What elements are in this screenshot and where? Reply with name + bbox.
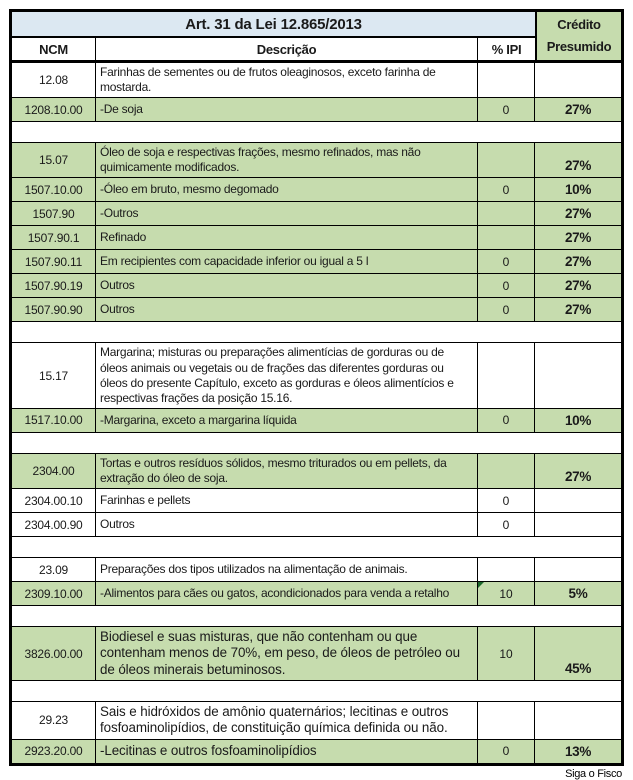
ipi-cell[interactable]: 0 bbox=[478, 513, 535, 536]
desc-cell[interactable]: Farinhas de sementes ou de frutos oleaginosos, exceto farinha de mostarda. bbox=[96, 63, 478, 97]
desc-cell[interactable]: Margarina; misturas ou preparações alimentícias de gorduras ou de óleos animais ou vegetais ou de frações das diferentes gorduras ou óleos do presente Capítulo, exceto as gorduras e óleos alimentícios e respectivas frações da posição 15.16. bbox=[96, 343, 478, 407]
ipi-cell[interactable]: 10 bbox=[478, 627, 535, 680]
credit-cell[interactable]: 27% bbox=[564, 302, 592, 318]
ipi-cell[interactable]: 0 bbox=[478, 409, 535, 432]
ncm-cell[interactable]: 1507.90 bbox=[12, 202, 96, 225]
spacer-row bbox=[12, 122, 621, 143]
ipi-cell[interactable]: 10 bbox=[478, 582, 535, 605]
credit-presumido-header[interactable] bbox=[535, 12, 621, 60]
credit-cell[interactable] bbox=[535, 513, 621, 536]
desc-cell[interactable]: Refinado bbox=[96, 226, 478, 249]
table-row bbox=[12, 627, 621, 681]
desc-cell[interactable]: -De soja bbox=[96, 98, 478, 121]
cell-comment-indicator-icon bbox=[478, 582, 484, 588]
table-row bbox=[12, 582, 621, 606]
table-row bbox=[12, 740, 621, 763]
desc-cell[interactable]: Em recipientes com capacidade inferior ou igual a 5 l bbox=[96, 250, 478, 273]
table-row bbox=[12, 98, 621, 122]
credit-cell[interactable]: 27% bbox=[564, 254, 592, 270]
table-row bbox=[12, 558, 621, 582]
ipi-cell[interactable] bbox=[478, 63, 535, 97]
spacer-row bbox=[12, 433, 621, 454]
credit-header-line1: Crédito bbox=[557, 16, 601, 32]
ipi-cell[interactable] bbox=[478, 558, 535, 581]
ipi-cell[interactable]: 0 bbox=[478, 250, 535, 273]
table-row bbox=[12, 343, 621, 408]
credit-cell[interactable] bbox=[535, 63, 621, 97]
credit-cell[interactable]: 5% bbox=[568, 586, 588, 602]
table-row bbox=[12, 513, 621, 537]
table-row bbox=[12, 226, 621, 250]
ncm-credit-table bbox=[9, 9, 624, 766]
table-title[interactable]: Art. 31 da Lei 12.865/2013 bbox=[12, 12, 535, 38]
desc-cell[interactable]: -Óleo em bruto, mesmo degomado bbox=[96, 178, 478, 201]
ncm-cell[interactable]: 2923.20.00 bbox=[12, 740, 96, 763]
desc-cell[interactable]: -Alimentos para cães ou gatos, acondicionados para venda a retalho bbox=[96, 582, 478, 605]
ncm-cell[interactable]: 1507.90.1 bbox=[12, 226, 96, 249]
desc-cell[interactable]: Óleo de soja e respectivas frações, mesmo refinados, mas não quimicamente modificados. bbox=[96, 143, 478, 177]
ncm-cell[interactable]: 29.23 bbox=[12, 702, 96, 739]
desc-cell[interactable]: -Margarina, exceto a margarina líquida bbox=[96, 409, 478, 432]
table-row bbox=[12, 143, 621, 178]
table-row bbox=[12, 409, 621, 433]
credit-cell[interactable]: 27% bbox=[564, 158, 592, 174]
credit-header-line2: Presumido bbox=[546, 39, 612, 54]
spacer-row bbox=[12, 606, 621, 627]
desc-cell[interactable]: Sais e hidróxidos de amônio quaternários; lecitinas e outros fosfoaminolipídios, de constituição química definida ou não. bbox=[96, 702, 478, 739]
desc-cell[interactable]: Outros bbox=[96, 513, 478, 536]
table-header bbox=[12, 12, 621, 63]
desc-cell[interactable]: Outros bbox=[96, 274, 478, 297]
credit-cell[interactable] bbox=[535, 489, 621, 512]
ipi-cell[interactable]: 0 bbox=[478, 489, 535, 512]
ncm-cell[interactable]: 1208.10.00 bbox=[12, 98, 96, 121]
table-row bbox=[12, 274, 621, 298]
credit-cell[interactable]: 13% bbox=[564, 743, 592, 759]
ncm-cell[interactable]: 23.09 bbox=[12, 558, 96, 581]
desc-cell[interactable]: Outros bbox=[96, 298, 478, 321]
ipi-cell[interactable] bbox=[478, 226, 535, 249]
ncm-cell[interactable]: 1507.10.00 bbox=[12, 178, 96, 201]
table-row bbox=[12, 702, 621, 740]
ncm-column-header[interactable]: NCM bbox=[12, 38, 96, 60]
table-body bbox=[12, 63, 621, 763]
credit-cell[interactable]: 27% bbox=[564, 469, 592, 485]
desc-cell[interactable]: Preparações dos tipos utilizados na alimentação de animais. bbox=[96, 558, 478, 581]
credit-cell[interactable]: 45% bbox=[564, 661, 592, 677]
ipi-cell[interactable] bbox=[478, 454, 535, 488]
ipi-cell[interactable] bbox=[478, 202, 535, 225]
credit-cell[interactable]: 27% bbox=[564, 230, 592, 246]
ipi-column-header[interactable]: % IPI bbox=[478, 38, 535, 60]
ncm-cell[interactable]: 2304.00.10 bbox=[12, 489, 96, 512]
credit-cell[interactable]: 10% bbox=[564, 412, 592, 428]
ipi-cell[interactable] bbox=[478, 702, 535, 739]
table-row bbox=[12, 298, 621, 322]
ncm-cell[interactable]: 12.08 bbox=[12, 63, 96, 97]
ipi-cell[interactable]: 0 bbox=[478, 178, 535, 201]
credit-cell[interactable]: 10% bbox=[564, 182, 592, 198]
table-row bbox=[12, 178, 621, 202]
table-row bbox=[12, 489, 621, 513]
credit-cell[interactable] bbox=[535, 558, 621, 581]
descricao-column-header[interactable]: Descrição bbox=[96, 38, 478, 60]
ncm-cell[interactable]: 3826.00.00 bbox=[12, 627, 96, 680]
ncm-cell[interactable]: 2304.00.90 bbox=[12, 513, 96, 536]
ncm-cell[interactable]: 15.17 bbox=[12, 343, 96, 407]
credit-cell[interactable] bbox=[535, 702, 621, 739]
ipi-cell[interactable]: 0 bbox=[478, 298, 535, 321]
credit-cell[interactable]: 27% bbox=[564, 206, 592, 222]
spacer-row bbox=[12, 681, 621, 702]
credit-cell[interactable]: 27% bbox=[564, 278, 592, 294]
ipi-cell[interactable] bbox=[478, 143, 535, 177]
credit-cell[interactable]: 27% bbox=[564, 102, 592, 118]
table-row bbox=[12, 63, 621, 98]
ipi-cell[interactable]: 0 bbox=[478, 740, 535, 763]
ncm-cell[interactable]: 2304.00 bbox=[12, 454, 96, 488]
spacer-row bbox=[12, 322, 621, 343]
ncm-cell[interactable]: 1507.90.11 bbox=[12, 250, 96, 273]
ncm-cell[interactable]: 2309.10.00 bbox=[12, 582, 96, 605]
ipi-cell[interactable]: 0 bbox=[478, 274, 535, 297]
table-row bbox=[12, 202, 621, 226]
ncm-cell[interactable]: 1517.10.00 bbox=[12, 409, 96, 432]
table-row bbox=[12, 454, 621, 489]
spacer-row bbox=[12, 537, 621, 558]
desc-cell[interactable]: Tortas e outros resíduos sólidos, mesmo triturados ou em pellets, da extração do óleo de soja. bbox=[96, 454, 478, 488]
desc-cell[interactable]: -Outros bbox=[96, 202, 478, 225]
desc-cell[interactable]: Biodiesel e suas misturas, que não contenham ou que contenham menos de 70%, em peso, de óleos de petróleo ou de óleos minerais betuminosos. bbox=[96, 627, 478, 680]
ncm-cell[interactable]: 1507.90.90 bbox=[12, 298, 96, 321]
table-row bbox=[12, 250, 621, 274]
desc-cell[interactable]: -Lecitinas e outros fosfoaminolipídios bbox=[96, 740, 478, 763]
credit-cell[interactable] bbox=[535, 343, 621, 407]
ipi-cell[interactable] bbox=[478, 343, 535, 407]
desc-cell[interactable]: Farinhas e pellets bbox=[96, 489, 478, 512]
footer-credit: Siga o Fisco bbox=[565, 767, 622, 780]
ncm-cell[interactable]: 15.07 bbox=[12, 143, 96, 177]
ipi-cell[interactable]: 0 bbox=[478, 98, 535, 121]
ncm-cell[interactable]: 1507.90.19 bbox=[12, 274, 96, 297]
